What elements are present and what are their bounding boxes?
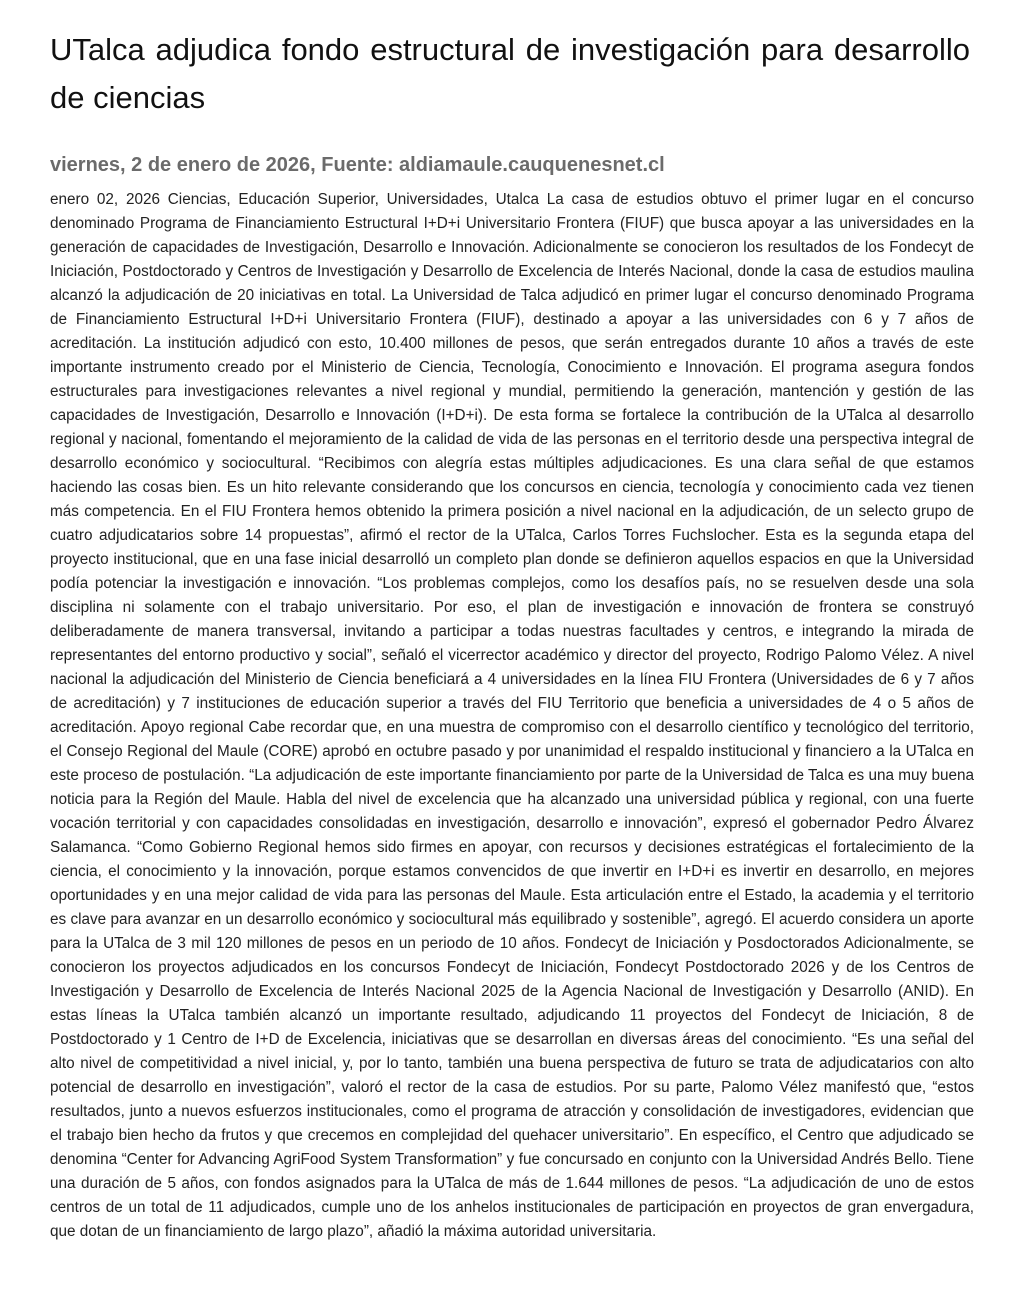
- article-dateline: viernes, 2 de enero de 2026, Fuente: aldiamaule.cauquenesnet.cl: [50, 154, 665, 176]
- article-body: enero 02, 2026 Ciencias, Educación Superior, Universidades, Utalca La casa de estudios obtuvo el primer lugar en el concurso denominado Programa de Financiamiento Estructural I+D+i Universitario Frontera (FIUF) que busca apoyar a las universidades en la generación de capacidades de Investigación, Desarrollo e Innovación. Adicionalmente se conocieron los resultados de los Fondecyt de Iniciación, Postdoctorado y Centros de Investigación y Desarrollo de Excelencia de Interés Nacional, donde la casa de estudios maulina alcanzó la adjudicación de 20 iniciativas en total. La Universidad de Talca adjudicó en primer lugar el concurso denominado Programa de Financiamiento Estructural I+D+i Universitario Frontera (FIUF), destinado a apoyar a las universidades con 6 y 7 años de acreditación. La institución adjudicó con esto, 10.400 millones de pesos, que serán entregados durante 10 años a través de este importante instrumento creado por el Ministerio de Ciencia, Tecnología, Conocimiento e Innovación. El programa asegura fondos estructurales para investigaciones relevantes a nivel regional y mundial, permitiendo la generación, mantención y gestión de las capacidades de Investigación, Desarrollo e Innovación (I+D+i). De esta forma se fortalece la contribución de la UTalca al desarrollo regional y nacional, fomentando el mejoramiento de la calidad de vida de las personas en el territorio desde una perspectiva integral de desarrollo económico y sociocultural. “Recibimos con alegría estas múltiples adjudicaciones. Es una clara señal de que estamos haciendo las cosas bien. Es un hito relevante considerando que los concursos en ciencia, tecnología y conocimiento cada vez tienen más competencia. En el FIU Frontera hemos obtenido la primera posición a nivel nacional en la adjudicación, de un selecto grupo de cuatro adjudicatarios sobre 14 propuestas”, afirmó el rector de la UTalca, Carlos Torres Fuchslocher. Esta es la segunda etapa del proyecto institucional, que en una fase inicial desarrolló un completo plan donde se definieron aquellos espacios en que la Universidad podía potenciar la investigación e innovación. “Los problemas complejos, como los desafíos país, no se resuelven desde una sola disciplina ni solamente con el trabajo universitario. Por eso, el plan de investigación e innovación de frontera se construyó deliberadamente de manera transversal, invitando a participar a todas nuestras facultades y centros, e integrando la mirada de representantes del entorno productivo y social”, señaló el vicerrector académico y director del proyecto, Rodrigo Palomo Vélez. A nivel nacional la adjudicación del Ministerio de Ciencia beneficiará a 4 universidades en la línea FIU Frontera (Universidades de 6 y 7 años de acreditación) y 7 instituciones de educación superior a través del FIU Territorio que beneficia a universidades de 4 o 5 años de acreditación. Apoyo regional Cabe recordar que, en una muestra de compromiso con el desarrollo científico y tecnológico del territorio, el Consejo Regional del Maule (CORE) aprobó en octubre pasado y por unanimidad el respaldo institucional y financiero a la UTalca en este proceso de postulación. “La adjudicación de este importante financiamiento por parte de la Universidad de Talca es una muy buena noticia para la Región del Maule. Habla del nivel de excelencia que ha alcanzado una universidad pública y regional, con una fuerte vocación territorial y con capacidades consolidadas en investigación, desarrollo e innovación”, expresó el gobernador Pedro Álvarez Salamanca. “Como Gobierno Regional hemos sido firmes en apoyar, con recursos y decisiones estratégicas el fortalecimiento de la ciencia, el conocimiento y la innovación, porque estamos convencidos de que invertir en I+D+i es invertir en desarrollo, en mejores oportunidades y en una mejor calidad de vida para las personas del Maule. Esta articulación entre el Estado, la academia y el territorio es clave para avanzar en un desarrollo económico y sociocultural más equilibrado y sostenible”, agregó. El acuerdo considera un aporte para la UTalca de 3 mil 120 millones de pesos en un periodo de 10 años. Fondecyt de Iniciación y Posdoctorados Adicionalmente, se conocieron los proyectos adjudicados en los concursos Fondecyt de Iniciación, Fondecyt Postdoctorado 2026 y de los Centros de Investigación y Desarrollo de Excelencia de Interés Nacional 2025 de la Agencia Nacional de Investigación y Desarrollo (ANID). En estas líneas la UTalca también alcanzó un importante resultado, adjudicando 11 proyectos del Fondecyt de Iniciación, 8 de Postdoctorado y 1 Centro de I+D de Excelencia, iniciativas que se desarrollan en diversas áreas del conocimiento. “Es una señal del alto nivel de competitividad a nivel inicial, y, por lo tanto, también una buena perspectiva de futuro se trata de adjudicatarios con alto potencial de desarrollo en investigación”, valoró el rector de la casa de estudios. Por su parte, Palomo Vélez manifestó que, “estos resultados, junto a nuevos esfuerzos institucionales, como el programa de atracción y consolidación de investigadores, evidencian que el trabajo bien hecho da frutos y que crecemos en complejidad del quehacer universitario”. En específico, el Centro que adjudicado se denomina “Center for Advancing AgriFood System Transformation” y fue concursado en conjunto con la Universidad Andrés Bello. Tiene una duración de 5 años, con fondos asignados para la UTalca de más de 1.644 millones de pesos. “La adjudicación de uno de estos centros de un total de 11 adjudicados, cumple uno de los anhelos institucionales de participación en proyectos de gran envergadura, que dotan de un financiamiento de largo plazo”, añadió la máxima autoridad universitaria.: [50, 191, 974, 1240]
- article-title: UTalca adjudica fondo estructural de investigación para desarrollo de ciencias: [50, 32, 970, 115]
